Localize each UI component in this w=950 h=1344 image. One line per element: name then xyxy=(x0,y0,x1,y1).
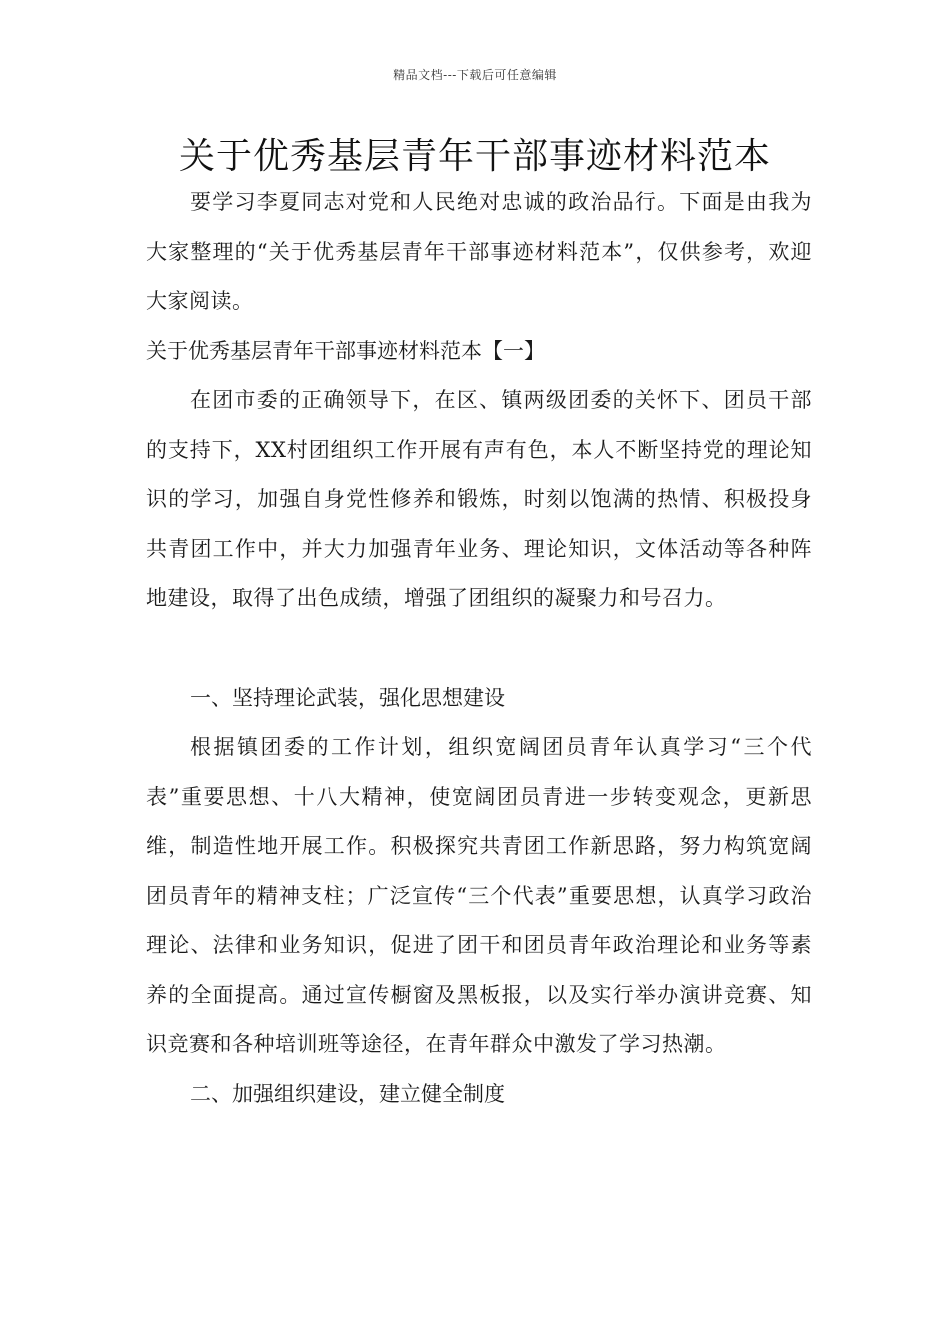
spacer xyxy=(146,624,812,674)
section-one-heading: 关于优秀基层青年干部事迹材料范本【一】 xyxy=(146,338,545,363)
document-title: 关于优秀基层青年干部事迹材料范本 xyxy=(178,136,771,177)
sub-heading-two: 二、加强组织建设，建立健全制度 xyxy=(190,1081,505,1106)
paragraph-one: 在团市委的正确领导下，在区、镇两级团委的关怀下、团员干部的支持下，XX村团组织工作开展有声有色，本人不断坚持党的理论知识的学习，加强自身党性修养和锻炼，时刻以饱满的热情、积极投身共青团工作中，并大力加强青年业务、理论知识，文体活动等各种阵地建设，取得了出色成绩，增强了团组织的凝聚力和号召力。 xyxy=(146,388,812,610)
header-note: 精品文档---下载后可任意编辑 xyxy=(393,68,557,82)
document-body xyxy=(146,178,812,1119)
sub-heading-one: 一、坚持理论武装，强化思想建设 xyxy=(190,685,505,710)
intro-paragraph: 要学习李夏同志对党和人民绝对忠诚的政治品行。下面是由我为大家整理的“关于优秀基层青年干部事迹材料范本”，仅供参考，欢迎大家阅读。 xyxy=(146,190,812,313)
paragraph-two: 根据镇团委的工作计划，组织宽阔团员青年认真学习“三个代表”重要思想、十八大精神，使宽阔团员青进一步转变观念，更新思维，制造性地开展工作。积极探究共青团工作新思路，努力构筑宽阔团员青年的精神支柱；广泛宣传“三个代表”重要思想，认真学习政治理论、法律和业务知识，促进了团干和团员青年政治理论和业务等素养的全面提高。通过宣传橱窗及黑板报，以及实行举办演讲竞赛、知识竞赛和各种培训班等途径，在青年群众中激发了学习热潮。 xyxy=(146,735,812,1056)
